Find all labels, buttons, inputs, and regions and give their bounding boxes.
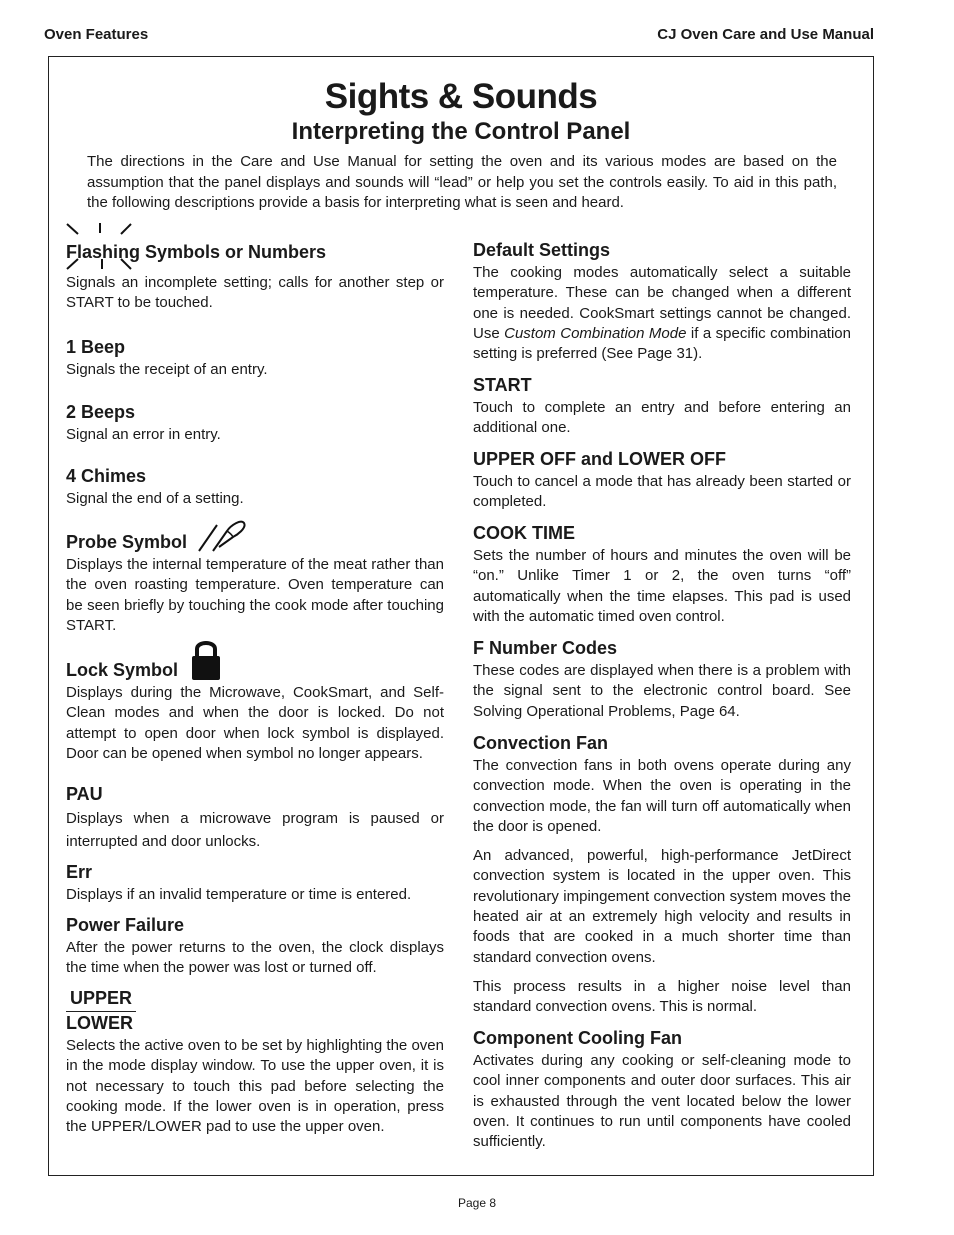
convection-p1: The convection fans in both ovens operate during any convection mode. When the oven is operating in the convection mode, the fan will turn off automatically when the door is opened. — [473, 757, 851, 835]
probe-heading-row — [66, 513, 444, 553]
flashing-heading: Flashing Symbols or Numbers — [66, 242, 327, 262]
cooling-heading: Component Cooling Fan — [473, 1028, 682, 1048]
lock-heading: Lock Symbol — [66, 660, 179, 680]
lock-heading-row — [66, 637, 444, 681]
page-number: Page 8 — [457, 1196, 497, 1210]
power-heading: Power Failure — [66, 915, 185, 935]
off-text: Touch to cancel a mode that has already been started or completed. — [473, 473, 851, 511]
section-f-codes — [473, 637, 851, 722]
err-text: Displays if an invalid temperature or time is entered. — [66, 886, 412, 903]
power-text: After the power returns to the oven, the clock displays the time when the power was lost or turned off. — [66, 939, 444, 977]
flashing-text: Signals an incomplete setting; calls for another step or START to be touched. — [66, 274, 444, 312]
defaults-text-a: The cooking modes automatically select a suitable temperature. These can be changed when a different one is needed. CookSmart settings cannot be changed. Use — [473, 264, 851, 342]
probe-text: Displays the internal temperature of the meat rather than the oven roasting temperature. Oven temperature can be seen briefly by touching the cook mode after touching START. — [66, 556, 444, 634]
content-frame — [48, 56, 874, 1176]
section-4-chimes — [66, 465, 444, 509]
section-cooling-fan — [473, 1027, 851, 1152]
beep1-heading: 1 Beep — [66, 337, 126, 357]
pau-text: Displays when a microwave program is paused or interrupted and door unlocks. — [66, 810, 444, 850]
probe-heading: Probe Symbol — [66, 532, 188, 552]
defaults-text-italic: Custom Combination Mode — [504, 324, 687, 342]
section-lock — [66, 637, 444, 764]
beep2-text: Signal an error in entry. — [66, 426, 221, 443]
start-text: Touch to complete an entry and before entering an additional one. — [473, 399, 851, 437]
convection-p2: An advanced, powerful, high-performance JetDirect convection system is located in the upper oven. This revolutionary impingement convection system moves the heated air at an extremely high velocity and results in foods that are cooked in a much shorter time than standard convection ovens. — [473, 847, 851, 966]
section-pau — [66, 783, 444, 853]
section-1-beep — [66, 336, 444, 380]
section-off — [473, 448, 851, 513]
fcodes-text: These codes are displayed when there is a problem with the signal sent to the electronic control board. See Solving Operational Problems, Page 64. — [473, 662, 851, 720]
off-heading: UPPER OFF and LOWER OFF — [473, 449, 726, 469]
intro-paragraph: The directions in the Care and Use Manual for setting the oven and its various modes are based on the assumption that the panel displays and sounds will “lead” or help you set the controls easily. To aid in this path, the following descriptions provide a basis for interpreting what is seen and heard. — [87, 153, 837, 211]
cooling-text: Activates during any cooking or self-cleaning mode to cool inner components and outer door surfaces. This air is exhausted through the vent located below the lower oven. It continues to run until components have cooled sufficiently. — [473, 1052, 851, 1151]
cooktime-text: Sets the number of hours and minutes the oven will be “on.” Unlike Timer 1 or 2, the oven turns “off” automatically when the time elapses. This pad is used with the automatic timed oven control. — [473, 547, 851, 625]
upper-heading: UPPER — [66, 987, 136, 1012]
fcodes-heading: F Number Codes — [473, 638, 618, 658]
section-probe — [66, 513, 444, 636]
section-convection-fan — [473, 732, 851, 1018]
start-heading: START — [473, 375, 532, 395]
beep2-heading: 2 Beeps — [66, 402, 136, 422]
chimes-heading: 4 Chimes — [66, 466, 147, 486]
section-flashing — [66, 229, 444, 314]
cooktime-heading: COOK TIME — [473, 523, 575, 543]
flashing-sparkle-icon — [66, 223, 136, 275]
running-header-right: CJ Oven Care and Use Manual — [657, 26, 874, 43]
lower-heading: LOWER — [66, 1013, 133, 1033]
section-start — [473, 374, 851, 439]
beep1-text: Signals the receipt of an entry. — [66, 361, 268, 378]
section-power-failure — [66, 914, 444, 979]
upper-lower-text: Selects the active oven to be set by highlighting the oven in the mode display window. To use the upper oven, it is not necessary to touch this pad before selecting the cooking mode. If the lower oven is in operation, press the UPPER/LOWER pad to use the upper oven. — [66, 1037, 444, 1136]
section-upper-lower — [66, 987, 444, 1137]
defaults-heading: Default Settings — [473, 240, 611, 260]
lock-icon — [190, 637, 222, 681]
lock-text: Displays during the Microwave, CookSmart, and Self-Clean modes and when the door is locked. Do not attempt to open door when lock symbol is displayed. Door can be opened when symbol no longer appears. — [66, 684, 444, 762]
convection-p3: This process results in a higher noise level than standard convection ovens. This is normal. — [473, 977, 851, 1016]
page-subtitle: Interpreting the Control Panel — [291, 118, 631, 145]
pau-heading: PAU — [66, 784, 103, 804]
chimes-text: Signal the end of a setting. — [66, 490, 244, 507]
defaults-text — [473, 263, 851, 364]
page-title: Sights & Sounds — [324, 77, 598, 116]
section-default-settings — [473, 239, 851, 364]
section-2-beeps — [66, 401, 444, 445]
err-heading: Err — [66, 862, 93, 882]
running-header-left: Oven Features — [44, 26, 149, 43]
section-cook-time — [473, 522, 851, 627]
probe-icon — [197, 513, 247, 553]
convection-heading: Convection Fan — [473, 733, 609, 753]
section-err — [66, 861, 444, 905]
defaults-text-b: if a specific combination setting is preferred (See Page 31). — [473, 324, 851, 363]
